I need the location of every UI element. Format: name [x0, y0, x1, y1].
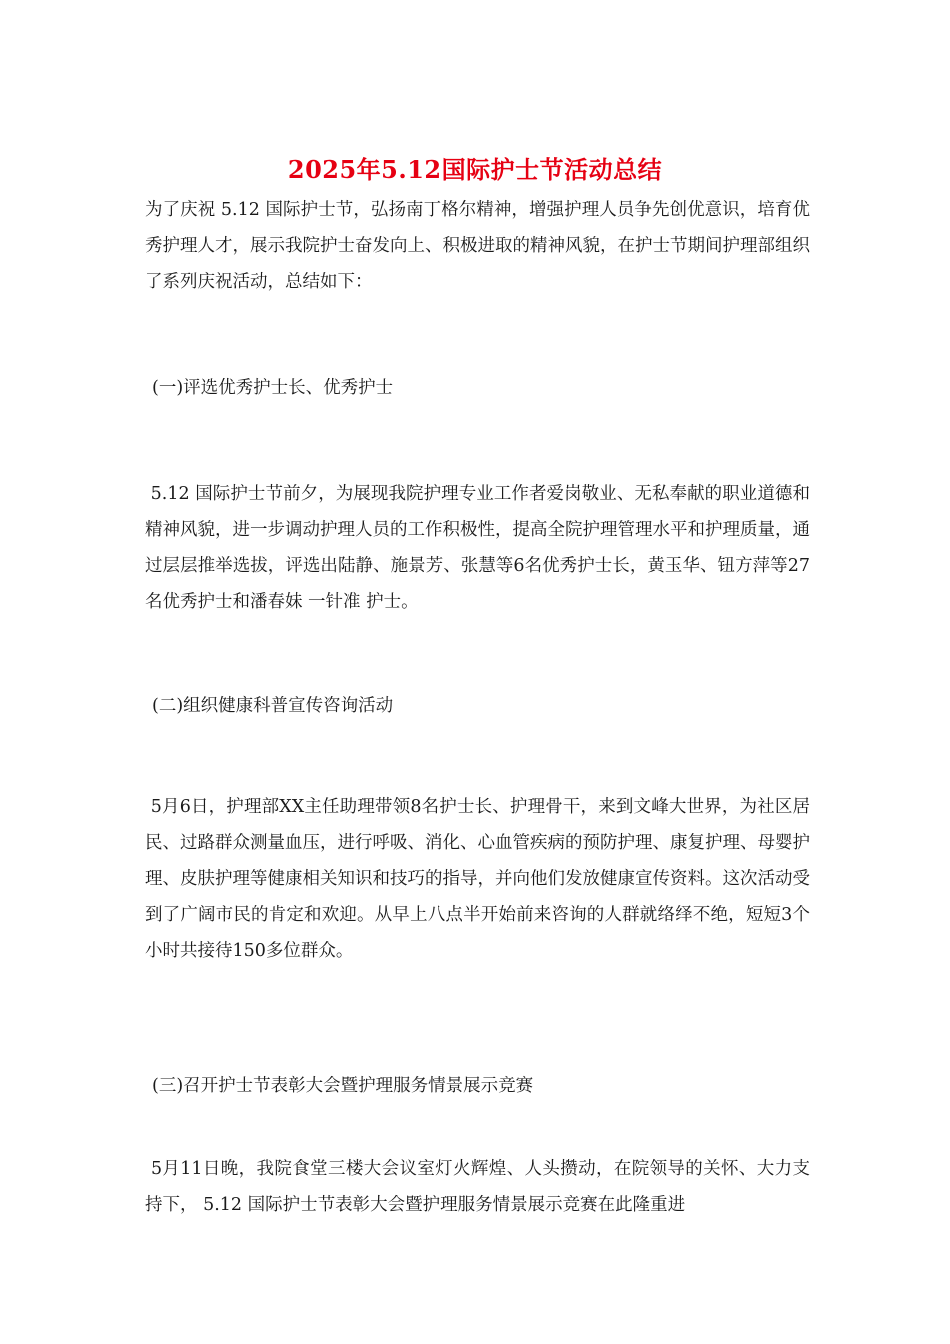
- section-heading-3: (三)召开护士节表彰大会暨护理服务情景展示竞赛: [152, 1076, 534, 1096]
- section-body-3: 5月11日晚，我院食堂三楼大会议室灯火辉煌、人头攒动，在院领导的关怀、大力支持下， 5.12 国际护士节表彰大会暨护理服务情景展示竞赛在此隆重进: [145, 1159, 810, 1215]
- document-title: 2025年5.12国际护士节活动总结: [287, 155, 663, 184]
- section-heading-2: (二)组织健康科普宣传咨询活动: [152, 696, 394, 716]
- section-body-2: 5月6日，护理部XX主任助理带领8名护士长、护理骨干，来到文峰大世界，为社区居民、过路群众测量血压，进行呼吸、消化、心血管疾病的预防护理、康复护理、母婴护理、皮肤护理等健康相关知识和技巧的指导，并向他们发放健康宣传资料。这次活动受到了广阔市民的肯定和欢迎。从早上八点半开始前来咨询的人群就络绎不绝，短短3个小时共接待150多位群众。: [145, 797, 810, 961]
- section-heading-1: (一)评选优秀护士长、优秀护士: [152, 378, 394, 398]
- intro-paragraph: 为了庆祝 5.12 国际护士节，弘扬南丁格尔精神，增强护理人员争先创优意识，培育优秀护理人才，展示我院护士奋发向上、积极进取的精神风貌，在护士节期间护理部组织了系列庆祝活动，总结如下：: [145, 200, 810, 292]
- section-body-1: 5.12 国际护士节前夕，为展现我院护理专业工作者爱岗敬业、无私奉献的职业道德和精神风貌，进一步调动护理人员的工作积极性，提高全院护理管理水平和护理质量，通过层层推举选拔，评选出陆静、施景芳、张慧等6名优秀护士长，黄玉华、钮方萍等27名优秀护士和潘春妹 一针准 护士。: [145, 484, 810, 612]
